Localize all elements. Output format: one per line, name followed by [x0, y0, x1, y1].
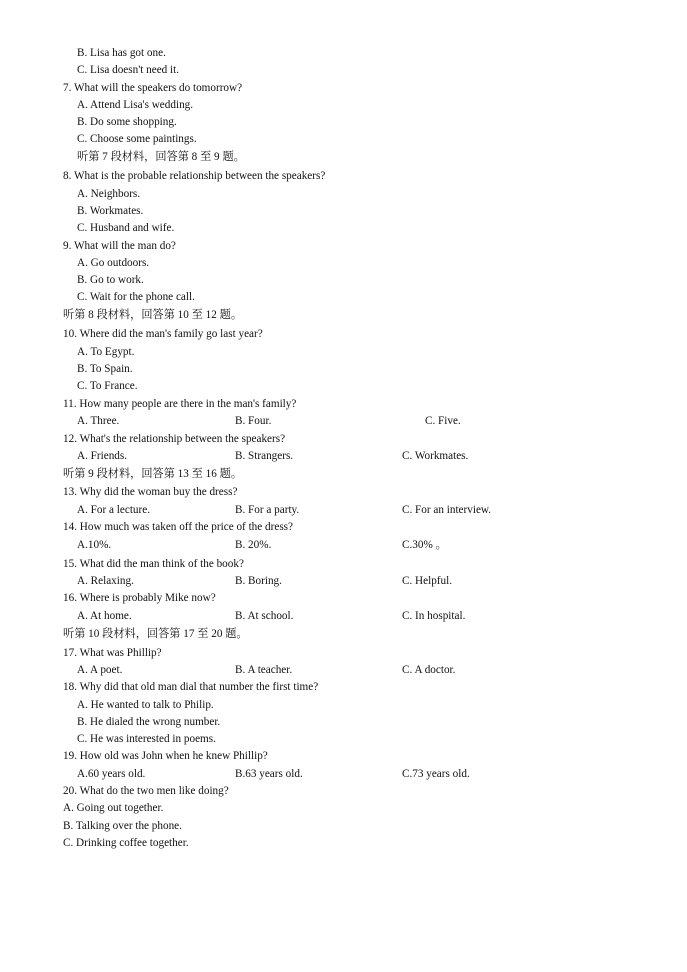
option-row [0, 574, 687, 588]
option-text: A. Going out together. [63, 802, 164, 814]
option-text: A. Friends. [77, 450, 128, 462]
option-text: A. Three. [77, 415, 120, 427]
question-text: 9. What will the man do? [63, 240, 176, 252]
option-text: B. At school. [235, 610, 294, 622]
question-text: 11. How many people are there in the man's family? [63, 398, 297, 410]
option-text: A. To Egypt. [77, 346, 135, 358]
option-row [0, 663, 687, 677]
section-instruction: 听第 7 段材料，回答第 8 至 9 题。 [77, 151, 245, 163]
question-text: 17. What was Phillip? [63, 647, 162, 659]
question-text: 20. What do the two men like doing? [63, 785, 229, 797]
option-text: B. Boring. [235, 575, 282, 587]
question-text: 8. What is the probable relationship between the speakers? [63, 170, 326, 182]
option-text: B. For a party. [235, 504, 300, 516]
question-text: 16. Where is probably Mike now? [63, 592, 216, 604]
option-text: C.30% 。 [402, 539, 447, 551]
option-text: A. Neighbors. [77, 188, 141, 200]
option-text: A. For a lecture. [77, 504, 151, 516]
option-text: B. 20%. [235, 539, 272, 551]
option-text: C. For an interview. [402, 504, 492, 516]
option-text: B. A teacher. [235, 664, 293, 676]
option-text: C. Husband and wife. [77, 222, 175, 234]
question-text: 19. How old was John when he knew Phillip? [63, 750, 268, 762]
option-text: B. To Spain. [77, 363, 133, 375]
question-text: 18. Why did that old man dial that number the first time? [63, 681, 319, 693]
option-row [0, 609, 687, 623]
option-text: C. A doctor. [402, 664, 456, 676]
question-text: 12. What's the relationship between the speakers? [63, 433, 286, 445]
option-row [0, 538, 687, 552]
question-text: 7. What will the speakers do tomorrow? [63, 82, 243, 94]
option-row [0, 767, 687, 781]
option-row [0, 449, 687, 463]
option-text: B. Strangers. [235, 450, 294, 462]
option-text: B. Go to work. [77, 274, 144, 286]
option-text: C. Choose some paintings. [77, 133, 197, 145]
section-instruction: 听第 9 段材料，回答第 13 至 16 题。 [63, 468, 243, 480]
option-text: A.60 years old. [77, 768, 146, 780]
question-text: 13. Why did the woman buy the dress? [63, 486, 238, 498]
option-text: B. Lisa has got one. [77, 47, 166, 59]
option-text: C. Drinking coffee together. [63, 837, 189, 849]
option-text: B. Four. [235, 415, 272, 427]
option-text: C.73 years old. [402, 768, 470, 780]
option-text: B.63 years old. [235, 768, 303, 780]
option-text: C. Lisa doesn't need it. [77, 64, 180, 76]
option-text: C. Workmates. [402, 450, 469, 462]
option-row [0, 414, 687, 428]
option-text: A. At home. [77, 610, 132, 622]
section-instruction: 听第 10 段材料，回答第 17 至 20 题。 [63, 628, 248, 640]
option-text: C. In hospital. [402, 610, 466, 622]
option-text: C. Wait for the phone call. [77, 291, 195, 303]
option-text: B. He dialed the wrong number. [77, 716, 221, 728]
option-text: B. Do some shopping. [77, 116, 177, 128]
option-text: A. He wanted to talk to Philip. [77, 699, 214, 711]
option-text: C. Helpful. [402, 575, 453, 587]
option-text: A.10%. [77, 539, 112, 551]
question-text: 15. What did the man think of the book? [63, 558, 244, 570]
option-text: A. A poet. [77, 664, 123, 676]
option-text: B. Workmates. [77, 205, 144, 217]
section-instruction: 听第 8 段材料，回答第 10 至 12 题。 [63, 309, 243, 321]
option-text: C. He was interested in poems. [77, 733, 216, 745]
option-text: C. To France. [77, 380, 138, 392]
option-text: A. Relaxing. [77, 575, 134, 587]
option-text: C. Five. [425, 415, 461, 427]
question-text: 10. Where did the man's family go last year? [63, 328, 263, 340]
option-text: B. Talking over the phone. [63, 820, 182, 832]
question-text: 14. How much was taken off the price of the dress? [63, 521, 293, 533]
option-text: A. Attend Lisa's wedding. [77, 99, 194, 111]
option-text: A. Go outdoors. [77, 257, 150, 269]
option-row [0, 503, 687, 517]
